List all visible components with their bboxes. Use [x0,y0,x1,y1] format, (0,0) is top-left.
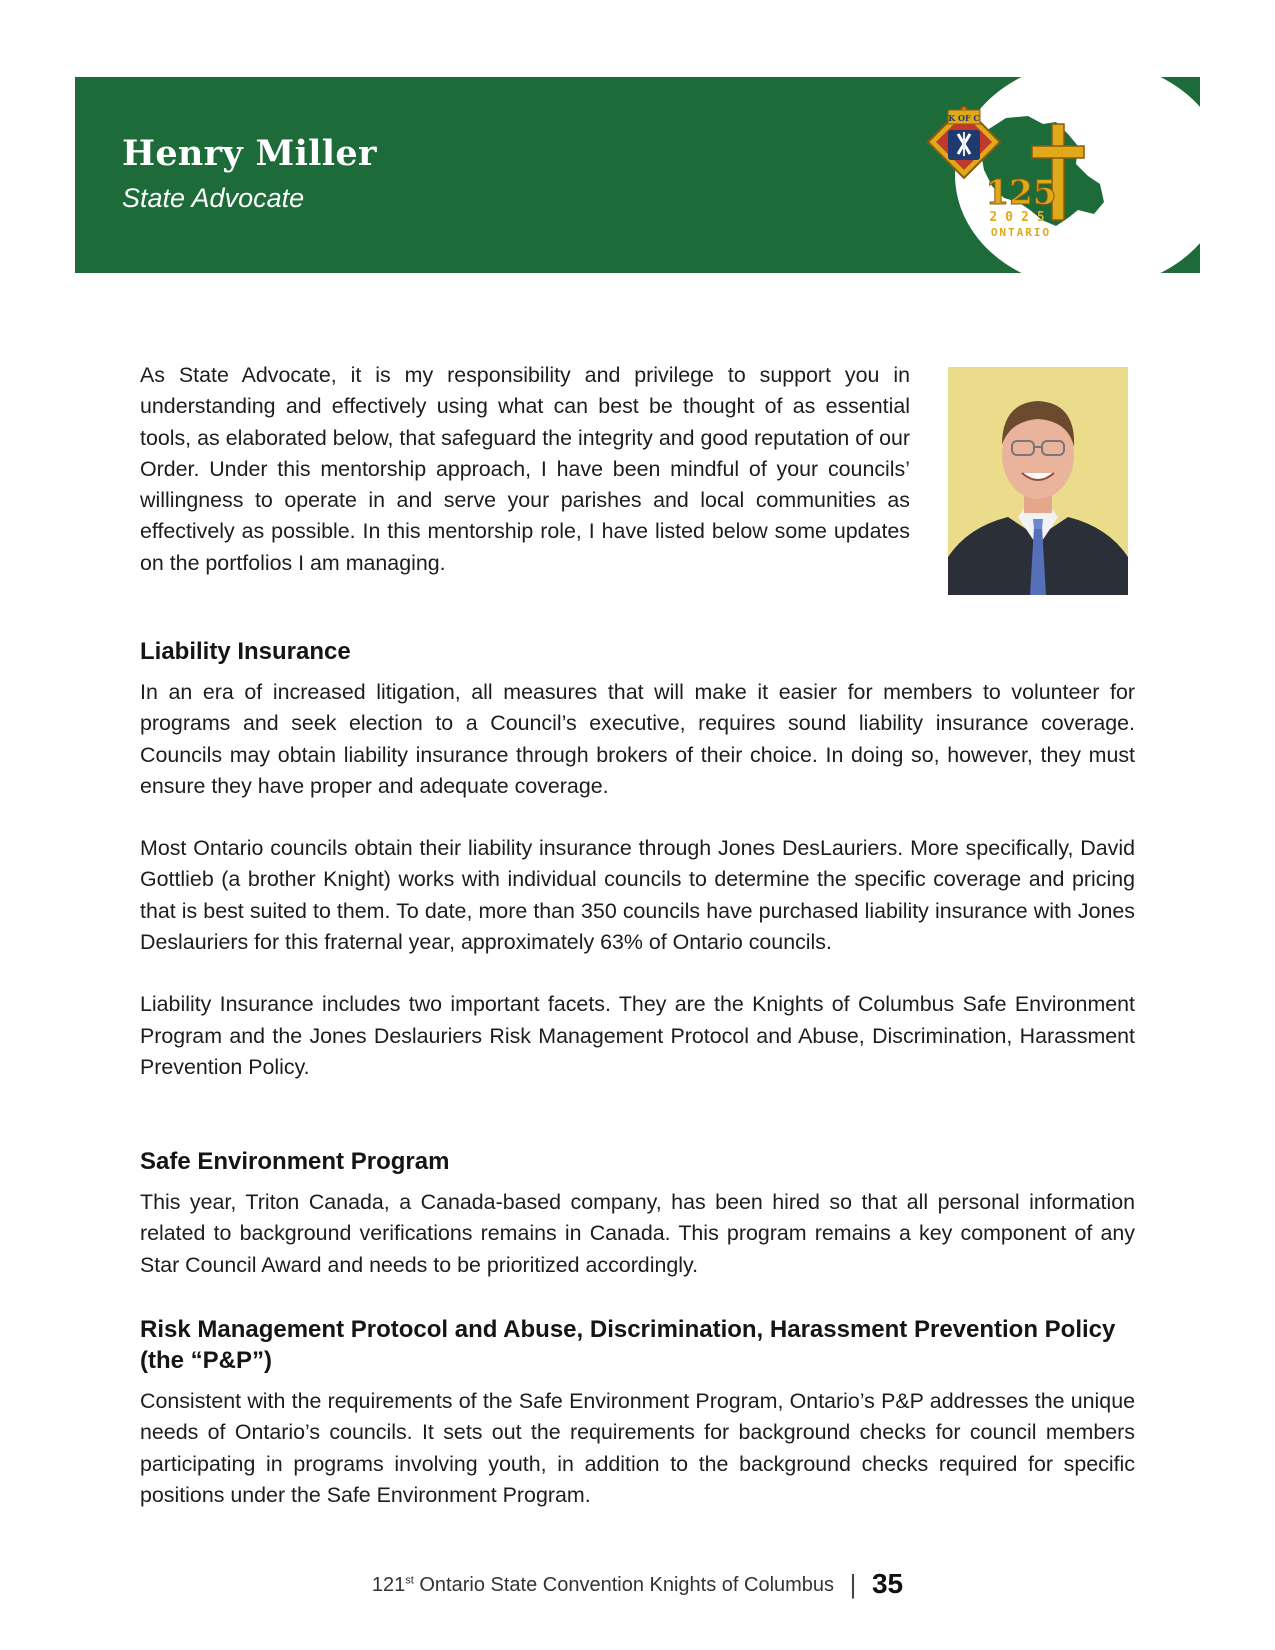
intro-paragraph: As State Advocate, it is my responsibility and privilege to support you in understanding and effectively using what can best be thought of as essential tools, as elaborated below, that safeguard the integrity and good reputation of our Order. Under this mentorship approach, I have been mindful of your councils’ willingness to operate in and serve your parishes and local communities as effectively as possible. In this mentorship role, I have listed below some updates on the portfolios I am managing. [140,363,910,575]
anniversary-years: 2025 [989,210,1053,225]
section-paragraph: Consistent with the requirements of the Safe Environment Program, Ontario’s P&P addresses the unique needs of Ontario’s councils. It sets out the requirements for background checks for council members participating in programs involving youth, in addition to the background checks required for specific positions under the Safe Environment Program. [140,1389,1135,1507]
section-paragraph: This year, Triton Canada, a Canada-based company, has been hired so that all personal information related to background verifications remains in Canada. This program remains a key component of any Star Council Award and needs to be prioritized accordingly. [140,1190,1135,1277]
badge-text: K OF C [948,113,980,123]
section-heading: Risk Management Protocol and Abuse, Discrimination, Harassment Prevention Policy (the “P&P”) [140,1316,1116,1374]
section-heading: Safe Environment Program [140,1148,450,1175]
section-paragraph: In an era of increased litigation, all measures that will make it easier for members to volunteer for programs and seek election to a Council’s executive, requires sound liability insurance coverage. Councils may obtain liability insurance through brokers of their choice. In doing so, however, they must ensure they have proper and adequate coverage. [140,680,1135,798]
footer-separator: | [849,1569,857,1599]
portrait-photo [948,367,1128,595]
section-heading: Liability Insurance [140,638,351,665]
section-paragraph: Liability Insurance includes two important facets. They are the Knights of Columbus Safe Environment Program and the Jones Deslauriers Risk Management Protocol and Abuse, Discrimination, Harassment Prevention Policy. [140,992,1135,1079]
anniversary-number: 125 [985,173,1057,213]
kofc-125-ontario-logo [918,106,1118,256]
page-footer [0,1568,1275,1600]
intro-block [140,360,910,579]
logo-region: ONTARIO [990,226,1052,239]
section-risk-management [140,1314,1135,1511]
page-number: 35 [871,1568,904,1599]
section-safe-environment [140,1146,1135,1281]
convention-text: Ontario State Convention Knights of Columbus [419,1574,835,1596]
portrait-illustration [948,367,1128,595]
logo-graphic [918,106,1118,256]
speaker-name: Henry Miller [122,133,377,174]
section-liability-insurance [140,636,1135,1083]
speaker-role: State Advocate [122,183,305,213]
section-paragraph: Most Ontario councils obtain their liability insurance through Jones DesLauriers. More specifically, David Gottlieb (a brother Knight) works with individual councils to determine the specific coverage and pricing that is best suited to them. To date, more than 350 councils have purchased liability insurance with Jones Deslauriers for this fraternal year, approximately 63% of Ontario councils. [140,836,1135,955]
edition-suffix: st [405,1574,414,1587]
edition-number: 121 [371,1574,406,1596]
